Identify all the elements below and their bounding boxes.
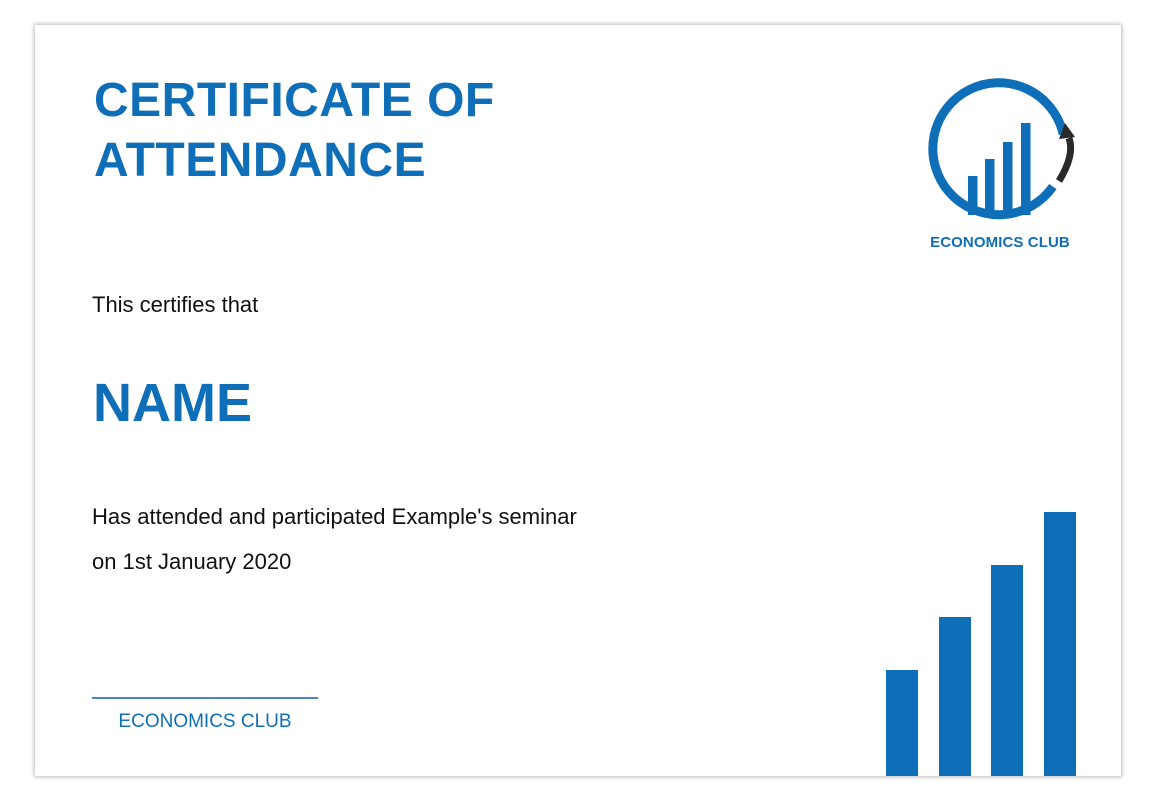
decor-bar-4 (1044, 512, 1076, 776)
certifies-text: This certifies that (92, 292, 259, 317)
decor-bar-2 (939, 617, 971, 776)
logo-bar-4 (1021, 123, 1031, 215)
attendance-date: on 1st January 2020 (92, 549, 292, 574)
logo-circle-arc (933, 83, 1063, 215)
logo-bar-2 (985, 159, 995, 215)
signature-label: ECONOMICS CLUB (118, 711, 292, 732)
certificate-title-line-1: CERTIFICATE OF (94, 74, 495, 127)
recipient-name: NAME (93, 373, 252, 433)
decor-bar-1 (886, 670, 918, 776)
logo-text: ECONOMICS CLUB (930, 234, 1070, 251)
logo-arrow-shaft (1059, 138, 1071, 181)
rising-bars-circle-arrow-icon (915, 73, 1085, 233)
decor-bar-3 (991, 565, 1023, 776)
economics-club-logo (915, 73, 1085, 258)
certificate-title-line-2: ATTENDANCE (94, 134, 427, 187)
logo-bar-1 (968, 176, 978, 215)
attendance-description: Has attended and participated Example's seminar (92, 504, 577, 529)
certificate-title (94, 71, 495, 191)
bar-chart-decoration-icon (886, 512, 1076, 776)
logo-bar-3 (1003, 142, 1013, 215)
certificate-page (35, 25, 1121, 776)
signature-line (92, 697, 318, 699)
